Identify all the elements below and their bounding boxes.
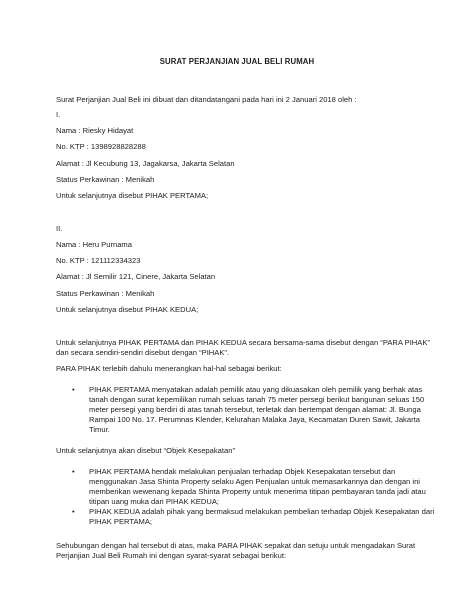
bullet-icon: • bbox=[72, 507, 75, 516]
closing-paragraph bbox=[56, 541, 426, 561]
party1-marital-status: Status Perkawinan : Menikah bbox=[56, 175, 155, 184]
bullet-icon: • bbox=[72, 467, 75, 476]
party2-ktp: No. KTP : 121112334323 bbox=[56, 256, 141, 265]
party2-designation: Untuk selanjutnya disebut PIHAK KEDUA; bbox=[56, 305, 199, 314]
together-line: Untuk selanjutnya PIHAK PERTAMA dan PIHAK KEDUA secara bersama-sama disebut dengan “PARA PIHAK” bbox=[56, 338, 430, 347]
party2-address: Alamat : Jl Semilir 121, Cinere, Jakarta Selatan bbox=[56, 272, 216, 281]
party1-number: I. bbox=[56, 110, 61, 119]
together-line: dan secara sendiri-sendiri disebut dengan “PIHAK”. bbox=[56, 348, 230, 357]
closing-line: Perjanjian Jual Beli Rumah ini dengan syarat-syarat sebagai berikut: bbox=[56, 551, 287, 560]
together-paragraph bbox=[56, 338, 430, 358]
list-item-text: PIHAK KEDUA adalah pihak yang bermaksud melakukan pembelian terhadap Objek Kesepakatan dari PIHAK PERTAMA; bbox=[89, 507, 435, 526]
party1-ktp: No. KTP : 1398928828288 bbox=[56, 142, 146, 151]
bullet-icon: • bbox=[72, 385, 75, 394]
party2-number: II. bbox=[56, 224, 63, 233]
explains-text: PARA PIHAK terlebih dahulu menerangkan hal-hal sebagai berikut: bbox=[56, 364, 282, 373]
party1-address: Alamat : Jl Kecubung 13, Jagakarsa, Jakarta Selatan bbox=[56, 159, 235, 168]
list-item-text: PIHAK PERTAMA menyatakan adalah pemilik atau yang dikuasakan oleh pemilik yang berhak atas tanah dengan surat kepemilikan rumah seluas tanah 75 meter persegi berikut bangunan seluas 150 meter persegi yang berdiri di atas tanah tersebut, terletak dan bertempat dengan alamat: Jl. Bunga Rampai 100 No. 17. Perumnas Klender, Kelurahan Malaka Jaya, Kecamatan Duren Sawit, Jakarta Timur. bbox=[89, 385, 425, 434]
party2-name: Nama : Heru Purnama bbox=[56, 240, 132, 249]
object-designation: Untuk selanjutnya akan disebut “Objek Kesepakatan” bbox=[56, 446, 235, 455]
intro-text: Surat Perjanjian Jual Beli ini dibuat dan ditandatangani pada hari ini 2 Januari 2018 oleh : bbox=[56, 95, 357, 104]
party1-designation: Untuk selanjutnya disebut PIHAK PERTAMA; bbox=[56, 191, 209, 200]
document-title: SURAT PERJANJIAN JUAL BELI RUMAH bbox=[159, 57, 315, 66]
party2-marital-status: Status Perkawinan : Menikah bbox=[56, 289, 155, 298]
party1-name: Nama : Riesky Hidayat bbox=[56, 126, 134, 135]
list-item-text: PIHAK PERTAMA hendak melakukan penjualan terhadap Objek Kesepakatan tersebut dan menggunakan Jasa Shinta Property selaku Agen Penjualan untuk memasarkannya dan dengan ini memberikan wewenang kepada Shinta Property untuk menerima titipan pembayaran tanda jadi atau titipan uang muka dari PIHAK KEDUA; bbox=[89, 467, 426, 506]
closing-line: Sehubungan dengan hal tersebut di atas, maka PARA PIHAK sepakat dan setuju untuk mengadakan Surat bbox=[56, 541, 416, 550]
